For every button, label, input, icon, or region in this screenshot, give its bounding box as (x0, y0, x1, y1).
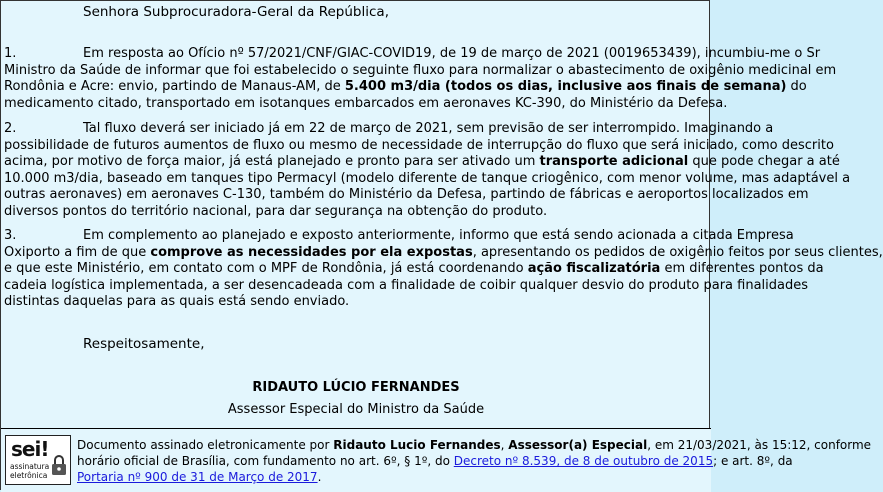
paragraph-line (4, 261, 824, 278)
text-run: cadeia logística implementada, a ser desencadeada com a finalidade de coibir qualquer desvio do produto para finalidades (4, 277, 809, 293)
paragraph-line (4, 79, 807, 96)
bold-text: Assessor(a) Especial (508, 438, 648, 452)
paragraph-line (4, 121, 774, 138)
signature-line (77, 453, 793, 469)
sei-seal-caption-2: eletrônica (10, 470, 48, 480)
text-run: Rondônia e Acre: envio, partindo de Manaus-AM, de (4, 79, 345, 94)
sei-seal-caption (10, 463, 49, 480)
signature-text (77, 437, 872, 485)
greeting: Senhora Subprocuradora-Geral da República, (83, 4, 389, 20)
text-run: Documento assinado eletronicamente por (77, 438, 334, 452)
text-run: e que este Ministério, em contato com o MPF de Rondônia, já está coordenando (4, 261, 528, 276)
signatory-role: Assessor Especial do Ministro da Saúde (227, 402, 485, 417)
reference-link[interactable]: Portaria nº 900 de 31 de Março de 2017 (77, 470, 318, 484)
bold-text: transporte adicional (539, 154, 689, 169)
text-run: ; e art. 8º, da (713, 454, 793, 468)
paragraph-2 (4, 121, 851, 220)
paragraph-line (4, 187, 809, 204)
text-run: horário oficial de Brasília, com fundamento no art. 6º, § 1º, do (77, 454, 454, 468)
reference-link[interactable]: Decreto nº 8.539, de 8 de outubro de 2015 (453, 454, 714, 468)
paragraph-number: 1. (4, 46, 17, 61)
text-run: acima, por motivo de força maior, já está planejado e pronto para ser ativado um (4, 154, 540, 169)
sei-logo-text: sei! (11, 437, 49, 461)
signature-line (77, 437, 872, 453)
paragraph-1 (4, 46, 837, 112)
text-run: distintas daquelas para as quais está sendo enviado. (4, 294, 350, 309)
signature-line (77, 469, 717, 485)
paragraph-line (4, 137, 834, 155)
bold-text: Ridauto Lucio Fernandes (333, 438, 501, 452)
paragraph-number: 2. (4, 121, 17, 136)
paragraph-line (4, 170, 851, 188)
text-run: 10.000 m3/dia, baseado em tanques tipo Permacyl (modelo diferente de tanque criogênico, com menor volume, mas adaptável a (4, 170, 851, 186)
bold-text: 5.400 m3/dia (todos os dias, inclusive aos finais de semana) (344, 79, 787, 94)
paragraph-3 (4, 228, 883, 311)
text-run: , (500, 438, 509, 452)
lock-icon (51, 454, 67, 476)
paragraph-line (4, 46, 821, 63)
bold-text: comprove as necessidades por ela expostas (150, 244, 473, 260)
text-run: que pode chegar a até (688, 154, 840, 169)
sei-seal-caption-1: assinatura (10, 462, 50, 471)
paragraph-line (4, 96, 764, 113)
paragraph-line (4, 62, 837, 80)
text-run: Em resposta ao Ofício nº 57/2021/CNF/GIAC-COVID19, de 19 de março de 2021 (0019653439), incumbiu-me o Sr (83, 46, 821, 61)
signatory-name: RIDAUTO LÚCIO FERNANDES (252, 380, 460, 395)
text-run: , em 21/03/2021, às 15:12, conforme (647, 438, 872, 452)
text-run: diversos pontos do território nacional, para dar segurança na obtenção do produto. (4, 203, 548, 219)
paragraph-line (4, 294, 764, 311)
text-run: em diferentes pontos da (660, 261, 824, 276)
paragraph-line (4, 244, 883, 262)
paragraph-line (4, 154, 840, 171)
text-run: Ministro da Saúde de informar que foi estabelecido o seguinte fluxo para normalizar o abastecimento de oxigênio medicinal em (4, 62, 837, 78)
text-run: Tal fluxo deverá ser iniciado já em 22 de março de 2021, sem previsão de ser interrompido. Imaginando a (83, 121, 774, 136)
text-run: . (317, 470, 322, 484)
bold-text: ação fiscalizatória (527, 261, 661, 276)
sei-seal (5, 435, 71, 485)
text-run: outras aeronaves) em aeronaves C-130, também do Ministério da Defesa, partindo de fábricas e aeroportos localizados em (4, 187, 809, 202)
paragraph-line (4, 228, 794, 245)
paragraph-line (4, 204, 764, 221)
electronic-signature-block (1, 428, 872, 492)
text-run: , apresentando os pedidos de oxigênio feitos por seus clientes, (472, 244, 883, 260)
paragraph-number: 3. (4, 228, 17, 243)
closing: Respeitosamente, (83, 336, 205, 352)
text-run: possibilidade de futuros aumentos de fluxo ou mesmo de necessidade de interrupção do fluxo que será iniciado, como descrito (4, 137, 834, 153)
text-run: medicamento citado, transportado em isotanques embarcados em aeronaves KC-390, do Ministério da Defesa. (4, 95, 728, 111)
text-run: Oxiporto a fim de que (4, 244, 151, 260)
paragraph-line (4, 277, 809, 295)
text-run: Em complemento ao planejado e exposto anteriormente, informo que está sendo acionada a citada Empresa (83, 228, 794, 243)
text-run: do (786, 79, 807, 94)
